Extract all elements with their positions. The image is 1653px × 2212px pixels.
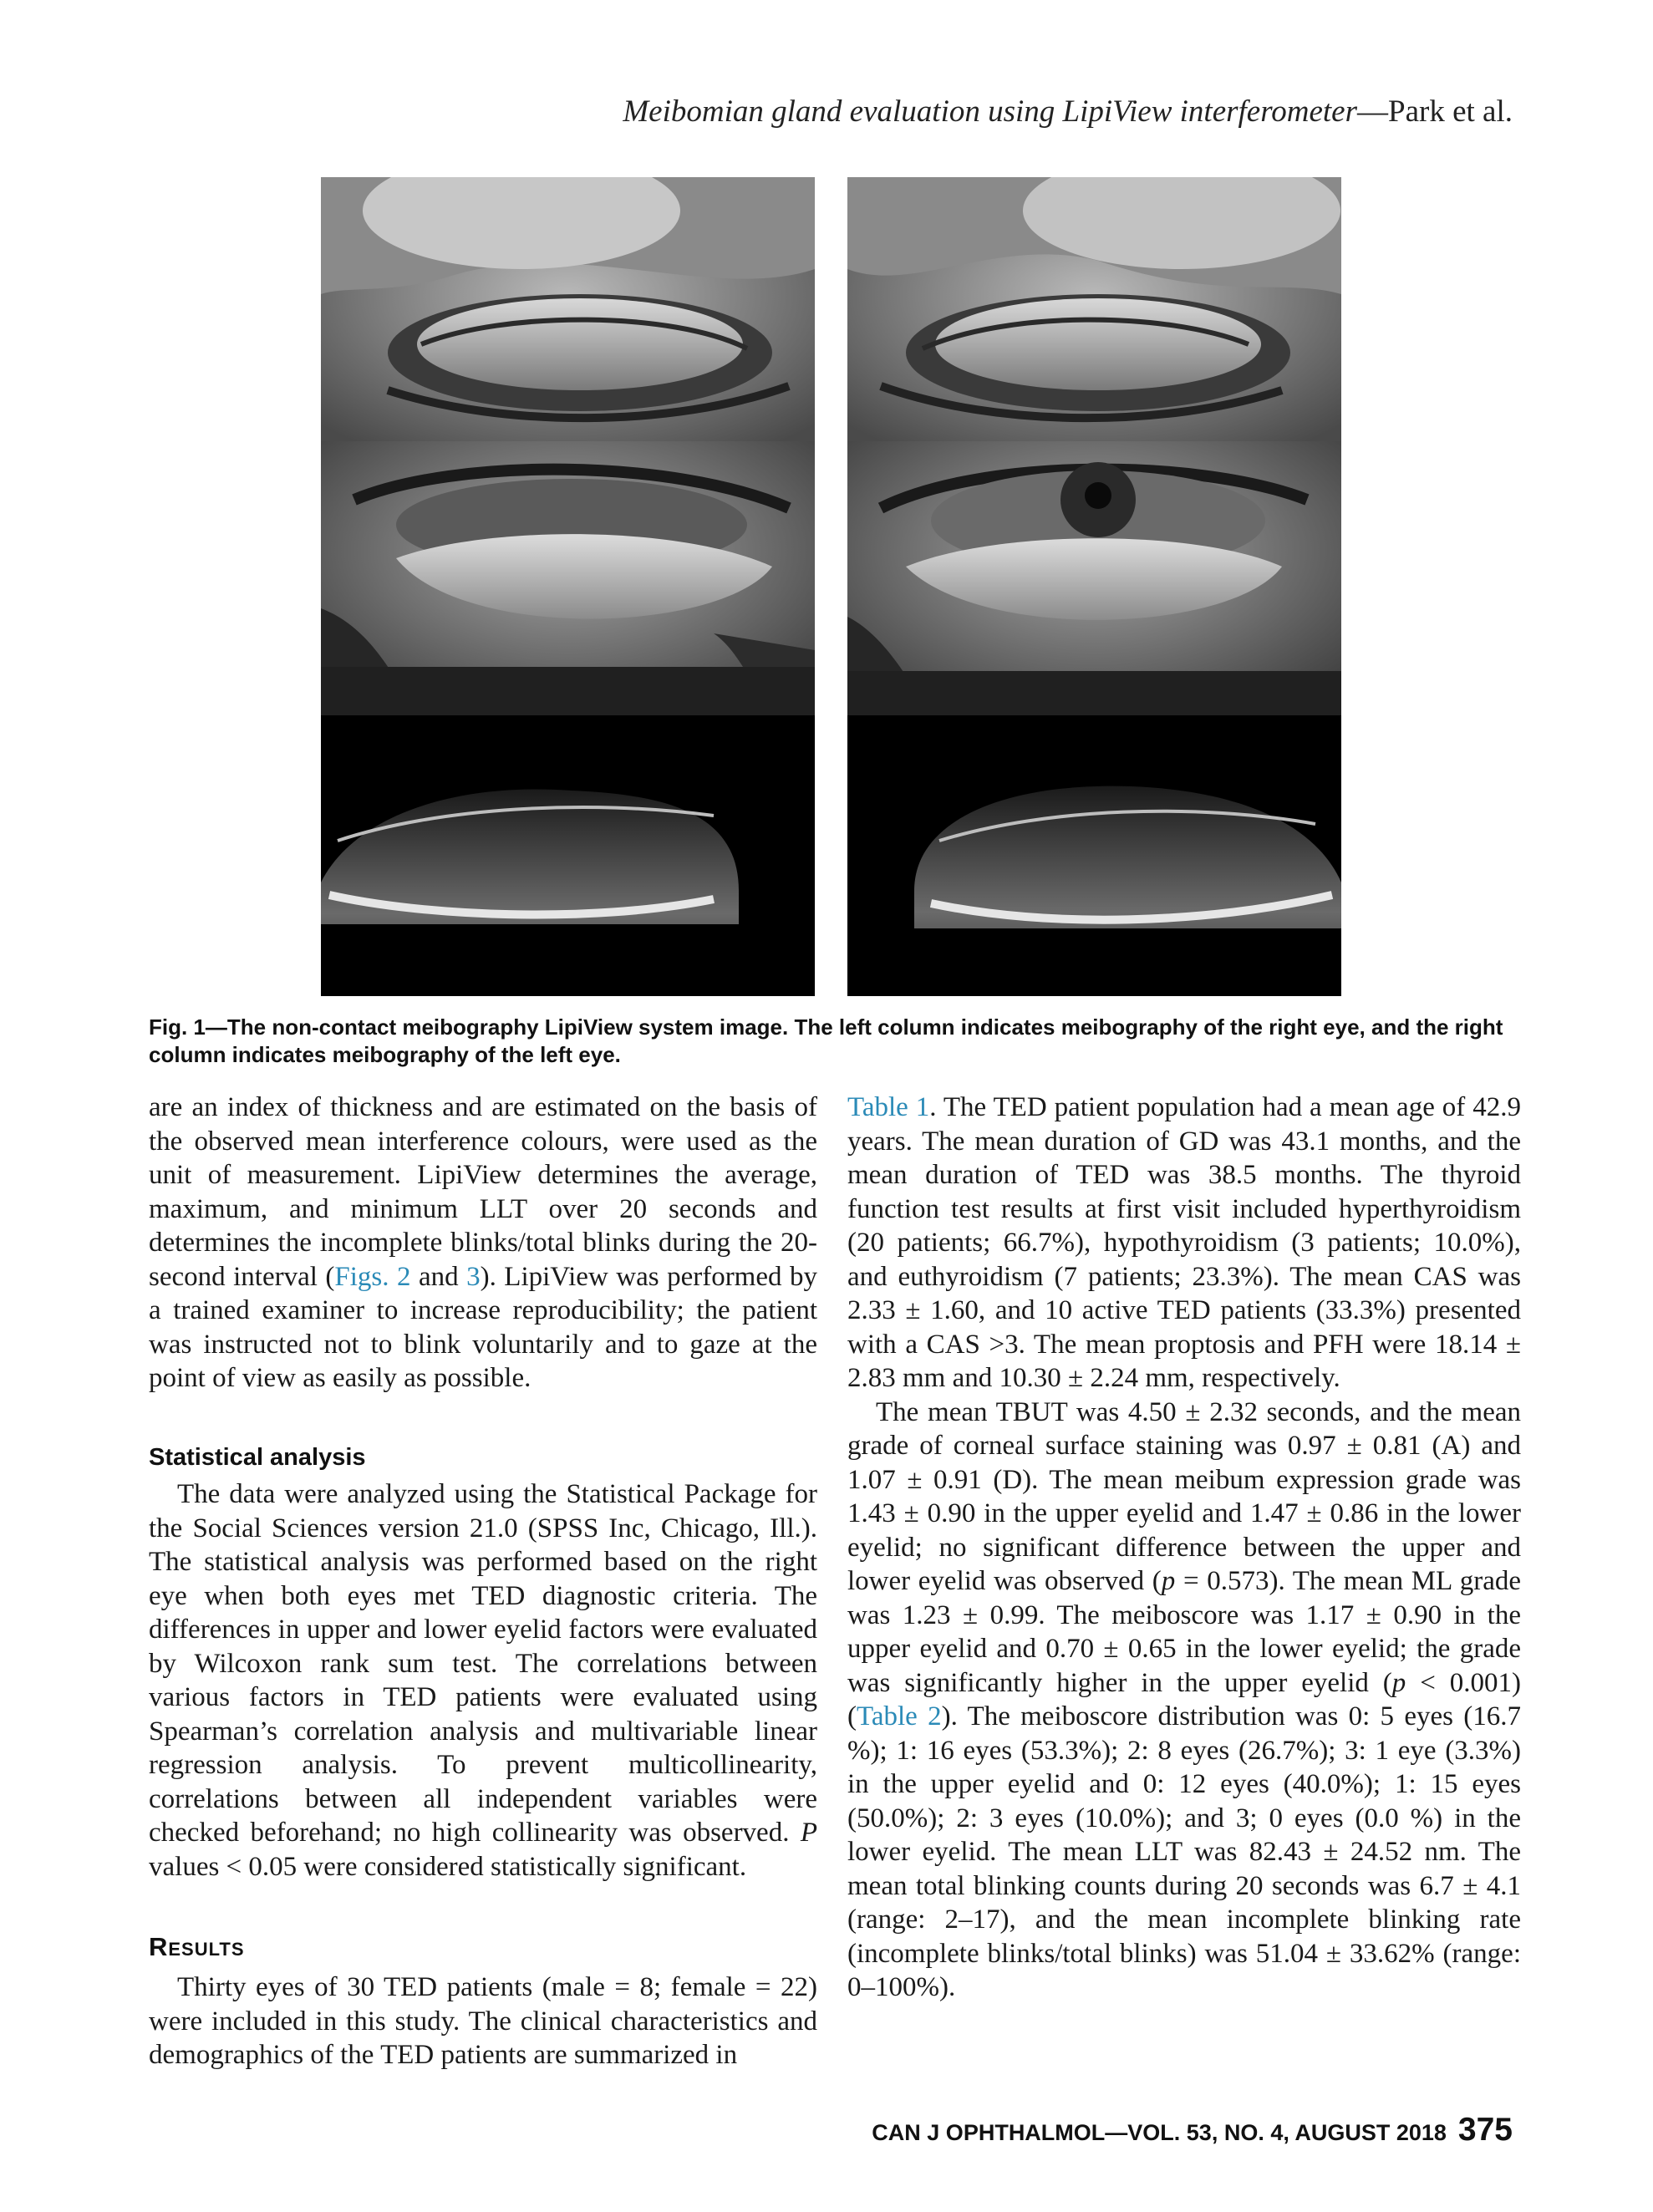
stat-text-2: values < 0.05 were considered statistically significant. [149,1851,747,1882]
lower-eyelid-image [321,441,815,715]
upper-eyelid-image [847,177,1341,441]
figs-2-link[interactable]: Figs. 2 [334,1261,411,1292]
upper-eyelid-photo-left-eye [847,177,1341,441]
intro-text-2: and [410,1261,467,1292]
running-head-title: Meibomian gland evaluation using LipiView interferometer [623,94,1358,129]
right-p1-text: . The TED patient population had a mean age of 42.9 years. The mean duration of GD was 43.1 months, and the mean duration of TED was 38.5 months. The thyroid function test results at first visit included hyperthyroidism (20 patients; 66.7%), hypothyroidism (3 patients; 10.0%), and euthyroidism (7 patients; 23.3%). The mean CAS was 2.33 ± 1.60, and 10 active TED patients (33.3%) presented with a CAS >3. The mean proptosis and PFH were 18.14 ± 2.83 mm and 10.30 ± 2.24 mm, respectively. [847,1092,1521,1393]
meibography-image [847,715,1341,996]
page-number: 375 [1457,2112,1513,2148]
right-column [847,1091,1521,2005]
upper-eyelid-photo-right-eye [321,177,815,441]
intro-paragraph [149,1091,817,1396]
right-p2-text-4: ). The meiboscore distribution was 0: 5 eyes (16.7 %); 1: 16 eyes (53.3%); 2: 8 eyes (26.7%); 3: 1 eye (3.3%) in the upper eyelid and 0: 12 eyes (40.0%); 1: 15 eyes (50.0%); 2: 3 eyes (10.0%); and 3; 0 eyes (0.0 %) in the lower eyelid. The mean LLT was 82.43 ± 24.52 nm. The mean total blinking counts during 20 seconds was 6.7 ± 4.1 (range: 2–17), and the mean incomplete blinking rate (incomplete blinks/total blinks) was 51.04 ± 33.62% (range: 0–100%). [847,1701,1521,2002]
table-2-link[interactable]: Table 2 [857,1701,942,1731]
figure-column-left-eye [847,177,1341,996]
figure-caption: Fig. 1—The non-contact meibography LipiView system image. The left column indicates meibography of the right eye, and the right column indicates meibography of the left eye. [149,1014,1503,1067]
meibography-photo-left-eye [847,715,1341,996]
right-p2-text-1: The mean TBUT was 4.50 ± 2.32 seconds, and the mean grade of corneal surface staining was 0.97 ± 0.81 (A) and 1.07 ± 0.91 (D). The mean meibum expression grade was 1.43 ± 0.90 in the upper eyelid and 1.47 ± 0.86 in the lower eyelid; no significant difference between the upper and lower eyelid was observed ( [847,1396,1521,1596]
lower-eyelid-image [847,441,1341,715]
p-value-symbol: P [800,1818,817,1848]
right-p2-text-2: = 0.573). The mean ML grade was 1.23 ± 0.99. The meiboscore was 1.17 ± 0.90 in the upper eyelid and 0.70 ± 0.65 in the lower eyelid; the grade was significantly higher in the upper eyelid ( [847,1566,1521,1698]
results-paragraph [149,1970,817,2072]
results-heading: Results [149,1932,245,1961]
running-head [623,94,1513,130]
fig-3-link[interactable]: 3 [466,1261,481,1292]
meibography-photo-right-eye [321,715,815,996]
figure-column-right-eye [321,177,815,996]
intro-text-3: ). LipiView was performed by a trained examiner to increase reproducibility; the patient was instructed not to blink voluntarily and to gaze at the point of view as easily as possible. [149,1261,817,1393]
lower-eyelid-photo-right-eye [321,441,815,715]
results-text: Thirty eyes of 30 TED patients (male = 8; female = 22) were included in this study. The clinical characteristics and demographics of the TED patients are summarized in [149,1972,817,2070]
right-paragraph-1 [847,1091,1521,1396]
table-1-link[interactable]: Table 1 [847,1092,930,1122]
running-head-authors: —Park et al. [1357,94,1513,129]
meibography-image [321,715,815,996]
stat-text-1: The data were analyzed using the Statistical Package for the Social Sciences version 21.0 (SPSS Inc, Chicago, Ill.). The statistical analysis was performed based on the right eye when both eyes met TED diagnostic criteria. The differences in upper and lower eyelid factors were evaluated by Wilcoxon rank sum test. The correlations between various factors in TED patients were evaluated using Spearman’s correlation analysis and multivariable linear regression analysis. To prevent multicollinearity, correlations between all independent variables were checked beforehand; no high collinearity was observed. [149,1479,817,1848]
right-p2-text-3: < 0.001) ( [847,1667,1521,1731]
p-symbol-2: p [1391,1667,1406,1698]
statistical-analysis-heading: Statistical analysis [149,1444,366,1471]
statistical-analysis-paragraph [149,1477,817,1884]
intro-text-1: are an index of thickness and are estimated on the basis of the observed mean interference colours, were used as the unit of measurement. LipiView determines the average, maximum, and minimum LLT over 20 seconds and determines the incomplete blinks/total blinks during the 20-second interval ( [149,1092,817,1292]
right-paragraph-2 [847,1396,1521,2005]
page-footer [872,2112,1513,2148]
lower-eyelid-photo-left-eye [847,441,1341,715]
journal-citation: CAN J OPHTHALMOL—VOL. 53, NO. 4, AUGUST 2018 [872,2120,1447,2145]
upper-eyelid-image [321,177,815,441]
p-symbol-1: p [1161,1566,1176,1596]
figure-1 [321,177,1341,996]
